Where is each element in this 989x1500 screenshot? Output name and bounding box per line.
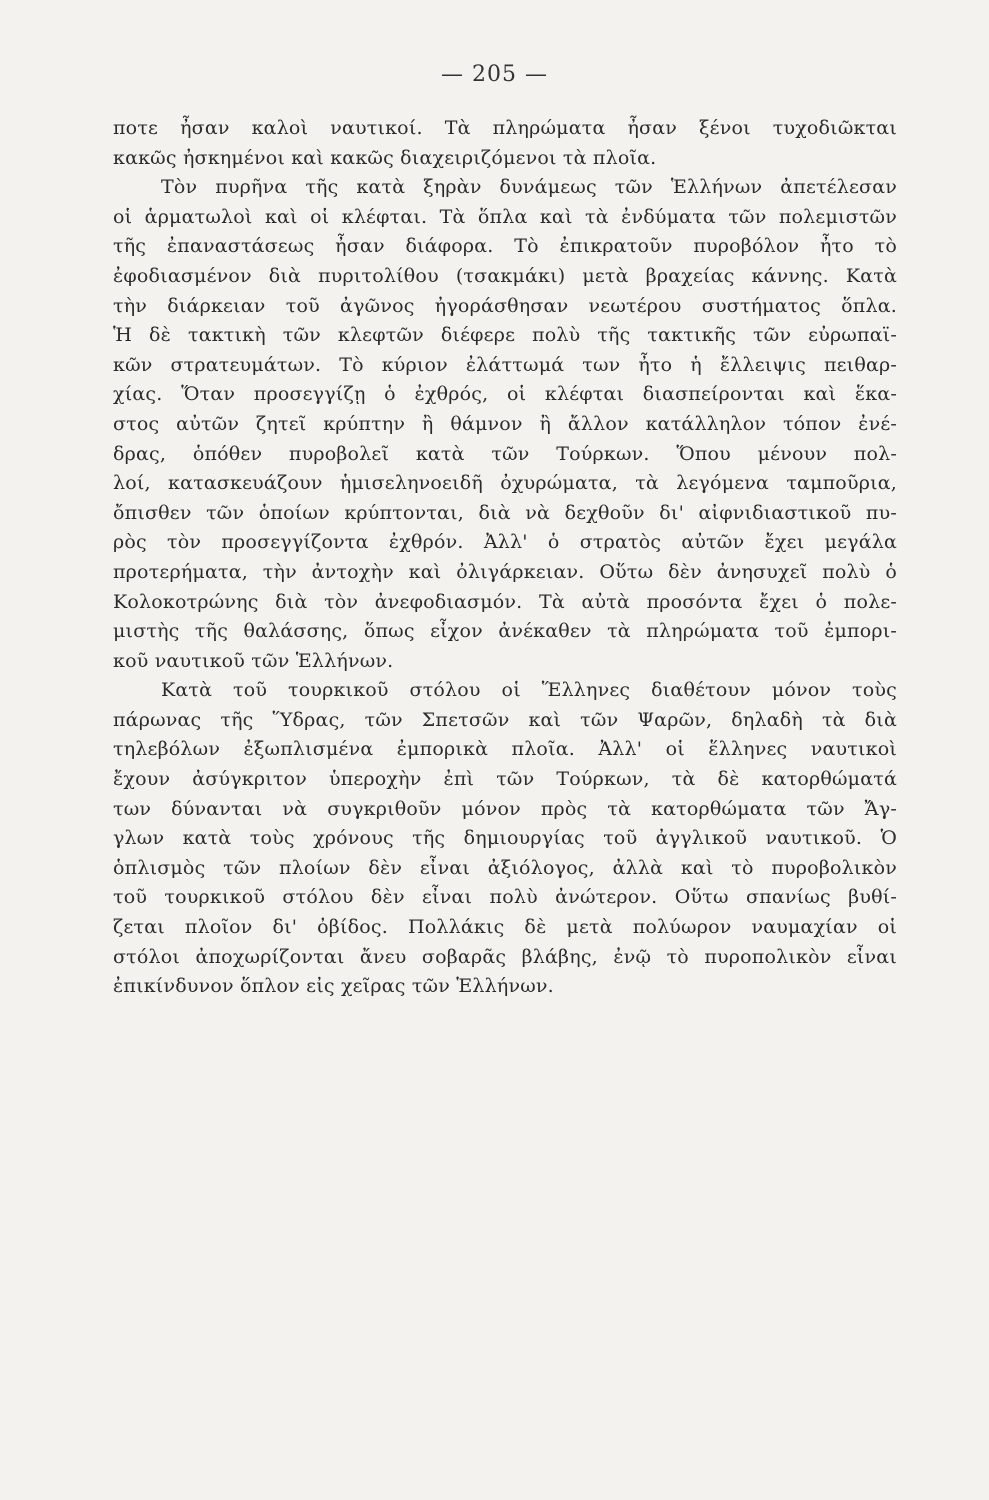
text-line: ἐπικίνδυνον ὅπλον εἰς χεῖρας τῶν Ἑλλήνων. [113, 975, 554, 998]
text-line: τηλεβόλων ἐξωπλισμένα ἐμπορικὰ πλοῖα. Ἀλλ' οἱ ἕλληνες ναυτικοὶ [113, 738, 897, 761]
text-line: οἱ ἁρματωλοὶ καὶ οἱ κλέφται. Τὰ ὅπλα καὶ τὰ ἐνδύματα τῶν πολεμιστῶν [113, 205, 897, 228]
text-line: ὄπισθεν τῶν ὁποίων κρύπτονται, διὰ νὰ δεχθοῦν δι' αἰφνιδιαστικοῦ πυ- [113, 501, 897, 524]
text-line: τοῦ τουρκικοῦ στόλου δὲν εἶναι πολὺ ἀνώτερον. Οὕτω σπανίως βυθί- [113, 886, 897, 909]
text-line: Τὸν πυρῆνα τῆς κατὰ ξηρὰν δυνάμεως τῶν Ἑλλήνων ἀπετέλεσαν [161, 176, 897, 199]
text-line: ποτε ἦσαν καλοὶ ναυτικοί. Τὰ πληρώματα ἦσαν ξένοι τυχοδιῶκται [113, 117, 897, 139]
text-line: μιστὴς τῆς θαλάσσης, ὅπως εἶχον ἀνέκαθεν τὰ πληρώματα τοῦ ἐμπορι- [113, 620, 897, 643]
text-line: λοί, κατασκευάζουν ἡμισεληνοειδῆ ὀχυρώματα, τὰ λεγόμενα ταμποῦρια, [113, 472, 897, 495]
text-line: ρὸς τὸν προσεγγίζοντα ἐχθρόν. Ἀλλ' ὁ στρατὸς αὐτῶν ἔχει μεγάλα [113, 531, 897, 554]
text-line: τὴν διάρκειαν τοῦ ἀγῶνος ἠγοράσθησαν νεωτέρου συστήματος ὅπλα. [113, 294, 897, 317]
page-number: — 205 — [441, 62, 548, 87]
text-line: πάρωνας τῆς Ὕδρας, τῶν Σπετσῶν καὶ τῶν Ψαρῶν, δηλαδὴ τὰ διὰ [113, 708, 897, 731]
text-line: κῶν στρατευμάτων. Τὸ κύριον ἐλάττωμά των ἦτο ἡ ἔλλειψις πειθαρ- [113, 353, 897, 376]
text-line: δρας, ὁπόθεν πυροβολεῖ κατὰ τῶν Τούρκων. Ὅπου μένουν πολ- [113, 442, 897, 465]
text-line: στόλοι ἀποχωρίζονται ἄνευ σοβαρᾶς βλάβης, ἐνῷ τὸ πυροπολικὸν εἶναι [113, 945, 897, 968]
body-text [113, 114, 897, 1002]
text-line: στος αὐτῶν ζητεῖ κρύπτην ἢ θάμνον ἢ ἄλλον κατάλληλον τόπον ἐνέ- [113, 412, 897, 435]
text-line: Ἡ δὲ τακτικὴ τῶν κλεφτῶν διέφερε πολὺ τῆς τακτικῆς τῶν εὐρωπαϊ- [113, 324, 897, 347]
text-line: προτερήματα, τὴν ἀντοχὴν καὶ ὀλιγάρκειαν. Οὕτω δὲν ἀνησυχεῖ πολὺ ὁ [113, 560, 897, 583]
text-line: γλων κατὰ τοὺς χρόνους τῆς δημιουργίας τοῦ ἀγγλικοῦ ναυτικοῦ. Ὁ [113, 827, 897, 850]
text-line: τῆς ἐπαναστάσεως ἦσαν διάφορα. Τὸ ἐπικρατοῦν πυροβόλον ἦτο τὸ [113, 235, 897, 258]
text-line: ἔχουν ἀσύγκριτον ὑπεροχὴν ἐπὶ τῶν Τούρκων, τὰ δὲ κατορθώματά [113, 768, 897, 791]
text-line: κακῶς ἠσκημένοι καὶ κακῶς διαχειριζόμενοι τὰ πλοῖα. [113, 146, 657, 169]
text-line: ὁπλισμὸς τῶν πλοίων δὲν εἶναι ἀξιόλογος, ἀλλὰ καὶ τὸ πυροβολικὸν [113, 856, 897, 879]
text-line: κοῦ ναυτικοῦ τῶν Ἑλλήνων. [113, 649, 394, 672]
text-line: χίας. Ὅταν προσεγγίζῃ ὁ ἐχθρός, οἱ κλέφται διασπείρονται καὶ ἕκα- [113, 383, 897, 406]
text-line: των δύνανται νὰ συγκριθοῦν μόνον πρὸς τὰ κατορθώματα τῶν Ἄγ- [113, 797, 897, 820]
text-line: Κολοκοτρώνης διὰ τὸν ἀνεφοδιασμόν. Τὰ αὐτὰ προσόντα ἔχει ὁ πολε- [113, 590, 897, 613]
text-line: ἐφοδιασμένον διὰ πυριτολίθου (τσακμάκι) μετὰ βραχείας κάννης. Κατὰ [113, 264, 897, 287]
text-line: ζεται πλοῖον δι' ὀβίδος. Πολλάκις δὲ μετὰ πολύωρον ναυμαχίαν οἱ [113, 916, 897, 939]
text-line: Κατὰ τοῦ τουρκικοῦ στόλου οἱ Ἕλληνες διαθέτουν μόνον τοὺς [161, 679, 897, 702]
